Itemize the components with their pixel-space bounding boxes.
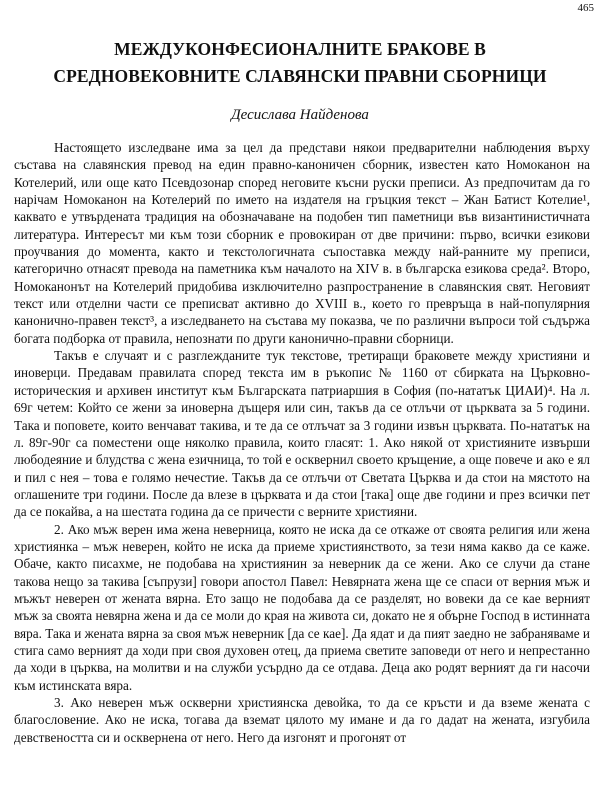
author-name: Десислава Найденова xyxy=(231,107,369,123)
page-number: 465 xyxy=(577,2,594,14)
paragraph: Такъв е случаят и с разглежданите тук текстове, третиращи браковете между християни и иноверци. Предавам правилата според текста им в ръкопис № 1160 от сбирката на Църковно-историческия и архивен институт към Българската патриаршия в София (по-нататък ЦИАИ)⁴. На л. 69г четем: Който се жени за иноверна дъщеря или син, такъв да се отлъчи от църквата за 5 години. Така и поповете, които венчават такива, и те да се отлъчат за 3 години извън църквата. По-нататък на л. 89г-90г са поместени още няколко правила, които гласят: 1. Ако някой от християните извърши любодеяние и блудства с жена езичница, то той е осквернил своето кръщение, а още повече и ако е ял и пил с нея – това е голямо нечестие. Такъв да се отлъчи от Светата Църква и да стои на мястото на оглашените три години. После да влезе в църквата и да стои [така] още две години и през всички пет да се покайва, а на шестата година да се причести с верните християни. xyxy=(14,348,590,520)
title-line-1: МЕЖДУКОНФЕСИОНАЛНИТЕ БРАКОВЕ В xyxy=(114,39,486,59)
paragraph: Настоящето изследване има за цел да представи някои предварителни наблюдения върху състава на славянския превод на един правно-каноничен сборник, известен като Номоканон на Котелерий, или още като Псевдозонар според неговите късни руски преписи. Аз предпочитам да го нарічам Номоканон на Котелерий по името на издателя на гръцкия текст – Жан Батист Котелие¹, каквато е утвърдената традиция на обозначаване на подобен тип паметници във византинистичната литература. Интересът ми към този сборник е провокиран от две причини: първо, всички езикови проучвания до момента, както и текстологичната съпоставка между най-ранните му преписи, категорично отнасят превода на паметника към началото на XIV в. в българска езикова среда². Второ, Номоканонът на Котелерий придобива изключително разпространение в славянския свят. Неговият текст или отделни части се преписват активно до XVIII в., което го превръща в най-популярния канонично-правен текст³, а изследването на състава му показва, че по различни въпроси той съдържа богата подборка от правила, непознати по други канонично-правни сборници. xyxy=(14,140,590,346)
paragraph: 3. Ако неверен мъж оскверни християнска девойка, то да се кръсти и да вземе жената с благословение. Ако не иска, тогава да вземат цялото му имане и да го дадат на жената, изгубила девствеността си и осквернена от него. Него да изгонят и прогонят от xyxy=(14,695,590,745)
body-text xyxy=(14,139,590,746)
title-line-2: СРЕДНОВЕКОВНИТЕ СЛАВЯНСКИ ПРАВНИ СБОРНИЦИ xyxy=(53,66,547,86)
article-title xyxy=(8,36,592,90)
paragraph: 2. Ако мъж верен има жена неверница, която не иска да се откаже от своята религия или жена християнка – мъж неверен, който не иска да приеме християнството, за тези няма какво да се каже. Обаче, както писахме, не подобава на християнин за неверник да се жени. Ако се случи да стане такова нещо за такива [съпрузи] говори апостол Павел: Невярната жена ще се спаси от верния мъж и мъжът неверен от жената вярна. Ето защо не подобава да се разделят, но вовеки да се кае верният мъж за своята невярна жена и да се моли до края на живота си, докато не я обърне Господ в истинната вяра. Така и жената вярна за своя мъж неверник [да се кае]. Да ядат и да пият заедно не забраняваме и стига само верният да ходи при своя духовен отец, да приема светите заповеди от него и непрестанно да ходи в църква, на молитви и на служби усърдно да се отдава. Деца ако родят верният да ги насочи към истинската вяра. xyxy=(14,521,590,693)
